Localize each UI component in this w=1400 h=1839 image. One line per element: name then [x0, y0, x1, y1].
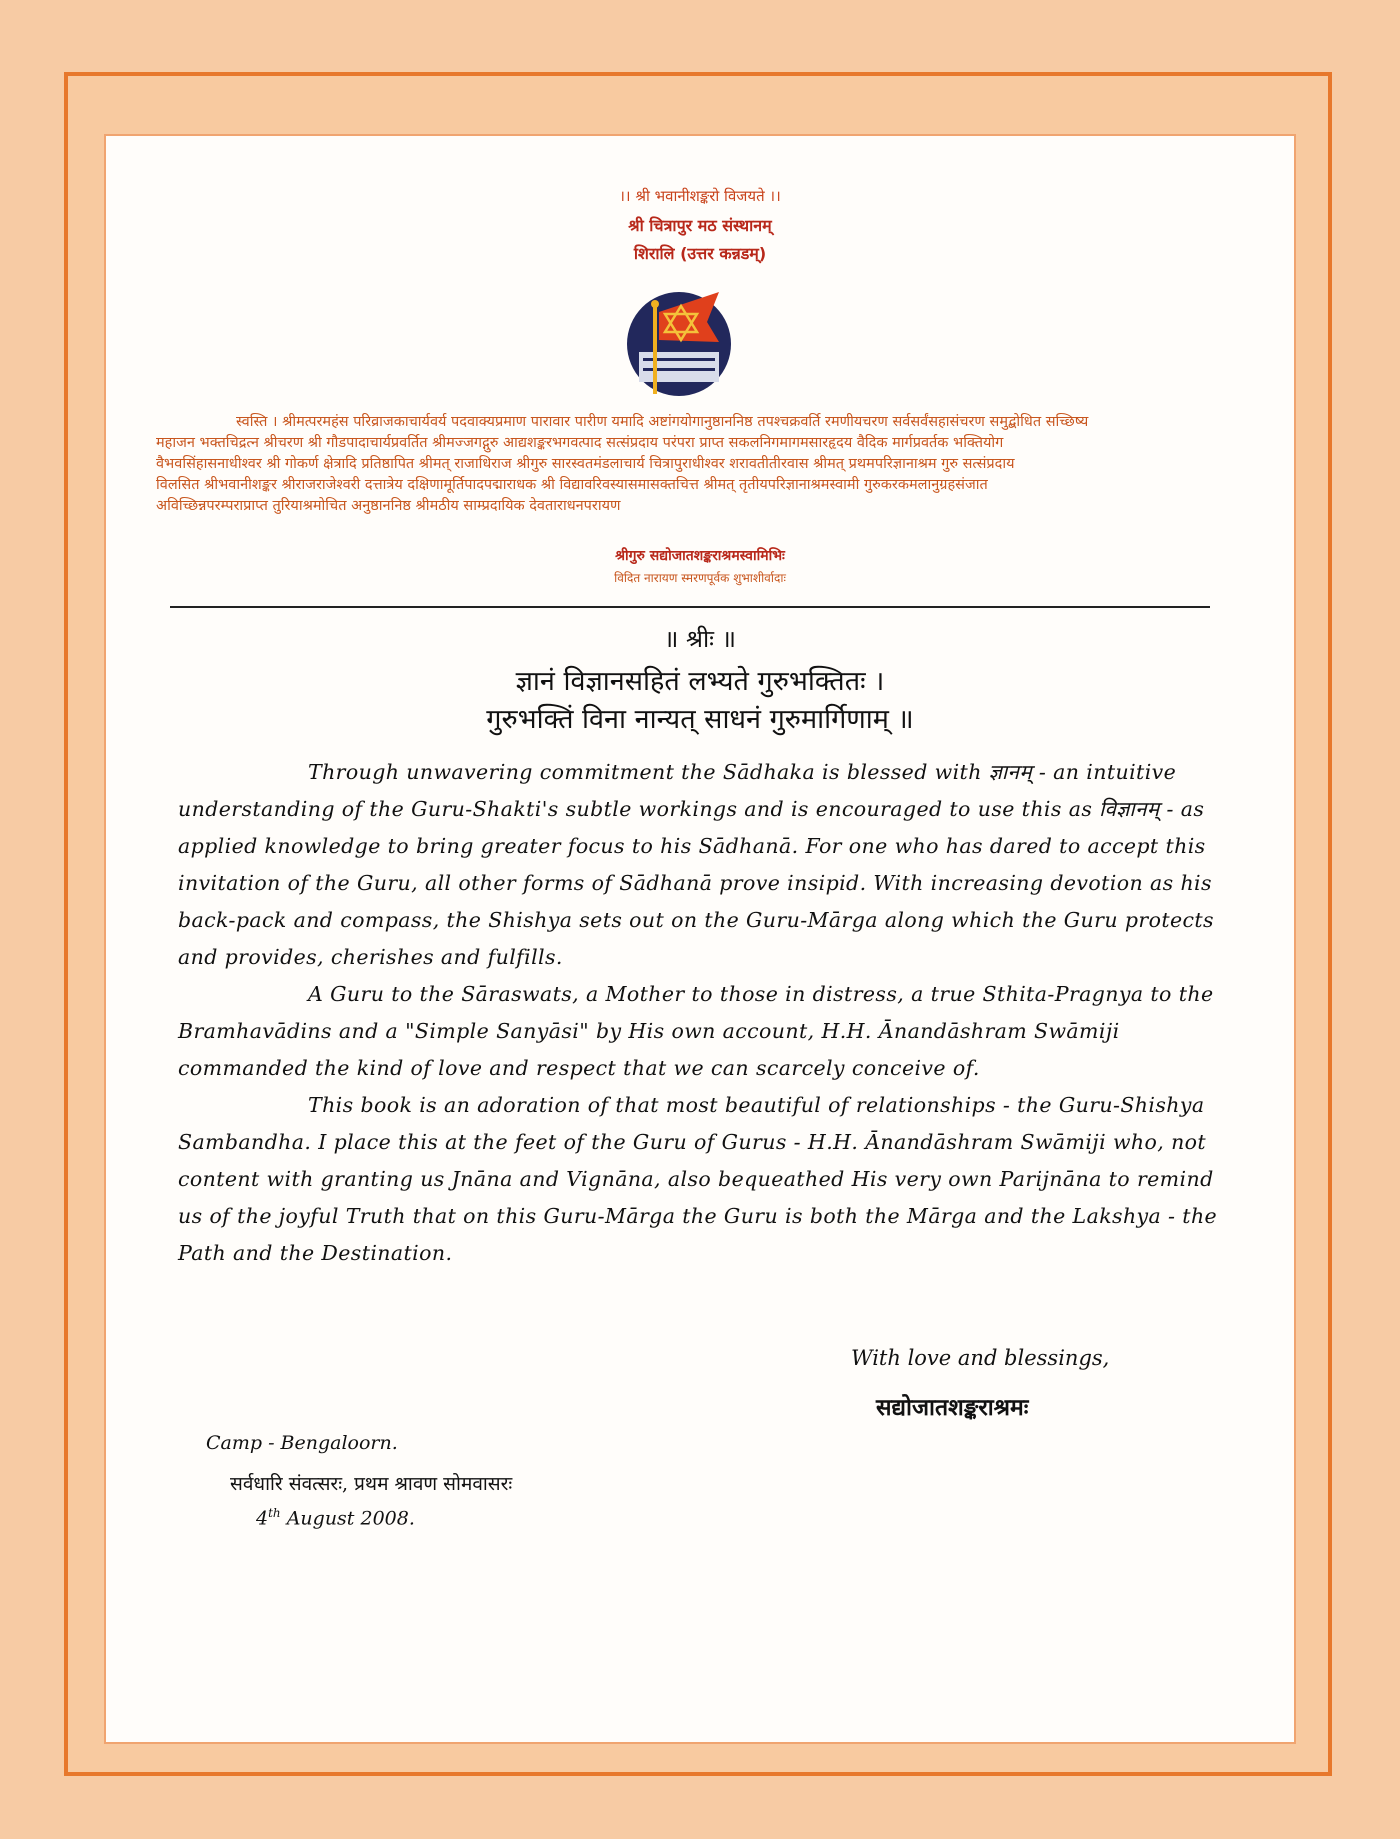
- signature: सद्योजातशङ्कराश्रमः: [876, 1394, 1029, 1421]
- paragraph: A Guru to the Sāraswats, a Mother to those in distress, a true Sthita-Pragnya to the Bramhavādins and a "Simple Sanyāsi" by His own account, H.H. Ānandāshram Swāmiji commanded the kind of love and respect that we can scarcely conceive of.: [178, 982, 1214, 1080]
- invocation: ।। श्री भवानीशङ्करो विजयते ।।: [619, 187, 781, 205]
- handwritten-letter: [106, 622, 1294, 1530]
- title-line: विलसित श्रीभवानीशङ्कर श्रीराजराजेश्वरी दत्तात्रेय दक्षिणामूर्तिपादपद्माराधक श्री विद्यावरिवस्यासमासक्तचित्त श्रीमत् तृतीयपरिज्ञानाश्रमस्वामी गुरुकरकमलानुग्रहसंजात: [156, 477, 988, 493]
- blessing-line: विदित नारायण स्मरणपूर्वक शुभाशीर्वादाः: [614, 571, 786, 585]
- honorific-titles: [156, 412, 1246, 517]
- paragraph: This book is an adoration of that most beautiful of relationships - the Guru-Shishya Sambandha. I place this at the feet of the Guru of Gurus - H.H. Ānandāshram Swāmiji who, not content with granting us Jnāna and Vignāna, also bequeathed His very own Parijnāna to remind us of the joyful Truth that on this Guru-Mārga the Guru is both the Mārga and the Lakshya - the Path and the Destination.: [178, 1093, 1218, 1265]
- samvatsara-date: सर्वधारि संवत्सरः, प्रथम श्रावण सोमवासरः: [230, 1473, 513, 1495]
- letter-sheet: [104, 134, 1296, 1744]
- letter-date: [256, 1506, 415, 1529]
- date-suffix: th: [268, 1506, 281, 1520]
- closing: With love and blessings,: [851, 1346, 1110, 1370]
- title-line: अविच्छिन्नपरम्पराप्राप्त तुरियाश्रमोचित अनुष्ठाननिष्ठ श्रीमठीय साम्प्रदायिक देवताराधनपरायण: [156, 498, 621, 514]
- math-name: श्री चित्रापुर मठ संस्थानम्: [628, 216, 772, 235]
- divider: [170, 606, 1210, 608]
- blessing-signoff: [106, 546, 1294, 586]
- title-line: स्वस्ति । श्रीमत्परमहंस परिव्राजकाचार्यवर्य पदवाक्यप्रमाण पारावार पारीण यमादि अष्टांगयोगानुष्ठाननिष्ठ तपश्चक्रवर्ति रमणीयचरण सर्वसर्वंसहासंचरण समुद्बोधित सच्छिष्य: [236, 414, 1089, 430]
- paragraph: Through unwavering commitment the Sādhaka is blessed with ज्ञानम् - an intuitive understanding of the Guru-Shakti's subtle workings and is encouraged to use this as विज्ञानम् - as applied knowledge to bring greater focus to his Sādhanā. For one who has dared to accept this invitation of the Guru, all other forms of Sādhanā prove insipid. With increasing devotion as his back-pack and compass, the Shishya sets out on the Guru-Mārga along which the Guru protects and provides, cherishes and fulfills.: [178, 760, 1214, 969]
- shri-heading: ॥ श्रीः ॥: [663, 625, 737, 653]
- swamiji-name: श्रीगुरु सद्योजातशङ्कराश्रमस्वामिभिः: [615, 548, 785, 564]
- verse-line-2: गुरुभक्तिं विना नान्यत् साधनं गुरुमार्गिणाम् ॥: [486, 704, 914, 735]
- letter-body: [178, 754, 1228, 1272]
- title-line: वैभवसिंहासनाधीश्वर श्री गोकर्ण क्षेत्रादि प्रतिष्ठापित श्रीमत् राजाधिराज श्रीगुरु सारस्वतमंडलाचार्य चित्रापुराधीश्वर शरावतीतीरवास श्रीमत् प्रथमपरिज्ञानाश्रम गुरु सत्संप्रदाय: [156, 456, 1015, 472]
- title-line: महाजन भक्तचिद्रत्न श्रीचरण श्री गौडपादाचार्यप्रवर्तित श्रीमज्जगद्गुरु आद्यशङ्करभगवत्पाद सत्संप्रदाय परंपरा प्राप्त सकलनिगमागमसारहृदय वैदिक मार्गप्रवर्तक भक्तियोग: [156, 435, 1004, 451]
- letterhead: [106, 186, 1294, 264]
- chitrapur-math-emblem-icon: [619, 282, 739, 402]
- date-day: 4: [256, 1507, 269, 1530]
- verse-line-1: ज्ञानं विज्ञानसहितं लभ्यते गुरुभक्तितः ।: [515, 666, 885, 697]
- date-rest: August 2008.: [280, 1507, 415, 1530]
- camp-location: Camp - Bengaloorn.: [206, 1432, 398, 1454]
- math-place: शिरालि (उत्तर कन्नडम्): [633, 244, 767, 263]
